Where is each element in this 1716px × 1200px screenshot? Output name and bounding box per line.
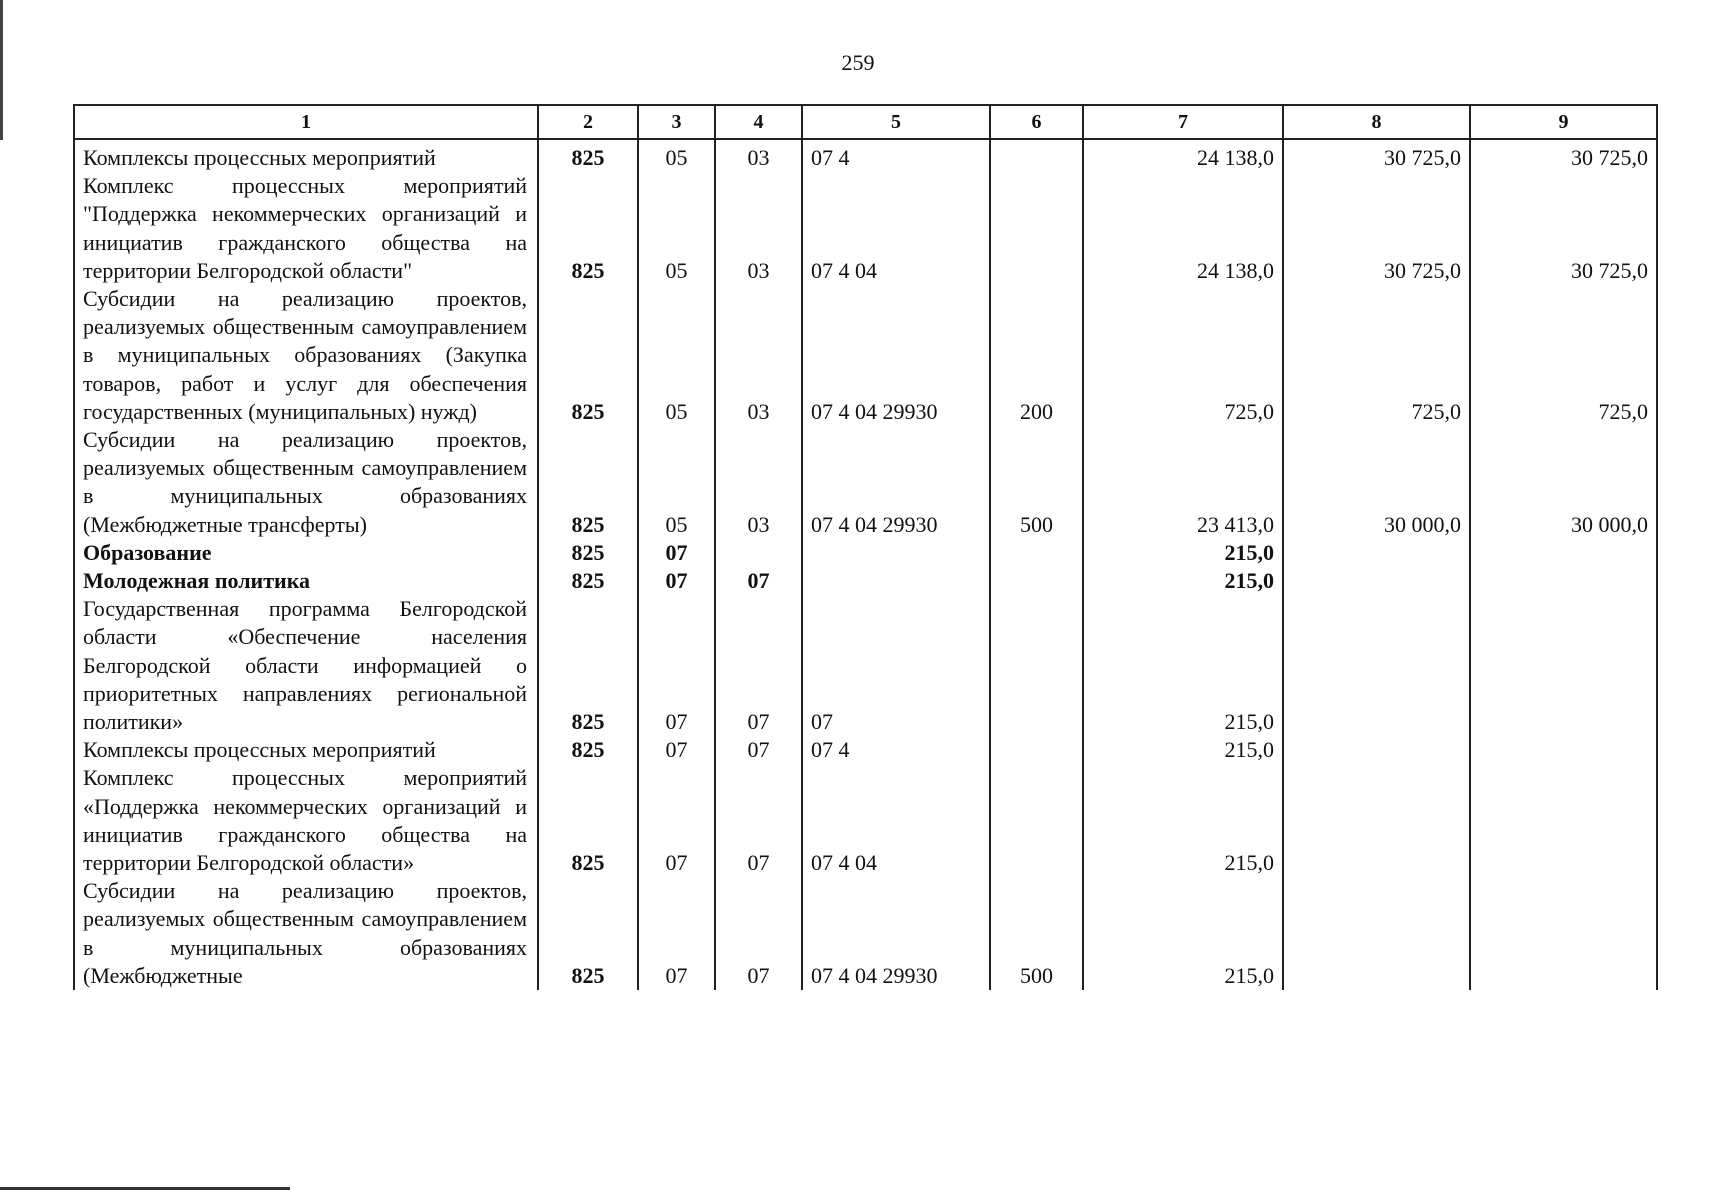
cell-expense-type xyxy=(990,736,1083,764)
cell-target-code xyxy=(802,567,990,595)
table-row xyxy=(74,539,1657,567)
cell-target-code: 07 xyxy=(802,595,990,736)
cell-subsection: 03 xyxy=(715,285,802,426)
cell-subsection: 07 xyxy=(715,736,802,764)
row-name: Комплексы процессных мероприятий xyxy=(74,139,538,172)
cell-amount-3 xyxy=(1470,877,1657,990)
cell-amount-3 xyxy=(1470,595,1657,736)
col-header: 4 xyxy=(715,105,802,139)
col-header: 6 xyxy=(990,105,1083,139)
cell-amount-2 xyxy=(1283,736,1470,764)
cell-section: 07 xyxy=(638,567,715,595)
cell-expense-type xyxy=(990,764,1083,877)
cell-subsection: 03 xyxy=(715,139,802,172)
cell-ministry-code: 825 xyxy=(538,539,638,567)
col-header: 5 xyxy=(802,105,990,139)
cell-amount-1: 215,0 xyxy=(1083,736,1283,764)
table-row xyxy=(74,736,1657,764)
cell-ministry-code: 825 xyxy=(538,567,638,595)
row-name: Субсидии на реализацию проектов, реализуемых общественным самоуправлением в муниципальных образованиях (Закупка товаров, работ и услуг для обеспечения государственных (муниципальных) нужд) xyxy=(74,285,538,426)
cell-amount-1: 24 138,0 xyxy=(1083,139,1283,172)
cell-subsection: 03 xyxy=(715,426,802,539)
cell-ministry-code: 825 xyxy=(538,426,638,539)
col-header: 9 xyxy=(1470,105,1657,139)
cell-amount-2: 725,0 xyxy=(1283,285,1470,426)
cell-section: 07 xyxy=(638,764,715,877)
cell-expense-type xyxy=(990,172,1083,285)
cell-amount-3 xyxy=(1470,539,1657,567)
cell-target-code: 07 4 xyxy=(802,139,990,172)
col-header: 3 xyxy=(638,105,715,139)
cell-expense-type xyxy=(990,567,1083,595)
cell-target-code xyxy=(802,539,990,567)
cell-amount-2 xyxy=(1283,539,1470,567)
cell-section: 05 xyxy=(638,139,715,172)
header-row xyxy=(74,105,1657,139)
cell-amount-2: 30 725,0 xyxy=(1283,172,1470,285)
cell-amount-2: 30 000,0 xyxy=(1283,426,1470,539)
cell-subsection: 07 xyxy=(715,764,802,877)
cell-amount-1: 24 138,0 xyxy=(1083,172,1283,285)
col-header: 8 xyxy=(1283,105,1470,139)
table-row xyxy=(74,567,1657,595)
cell-amount-1: 725,0 xyxy=(1083,285,1283,426)
scan-bottom-mark xyxy=(0,1187,290,1190)
cell-subsection: 03 xyxy=(715,172,802,285)
row-name: Государственная программа Белгородской области «Обеспечение населения Белгородской области информацией о приоритетных направлениях региональной политики» xyxy=(74,595,538,736)
cell-section: 07 xyxy=(638,736,715,764)
cell-target-code: 07 4 04 29930 xyxy=(802,285,990,426)
cell-amount-3: 30 000,0 xyxy=(1470,426,1657,539)
table-row xyxy=(74,426,1657,539)
cell-amount-1: 215,0 xyxy=(1083,764,1283,877)
cell-amount-3: 725,0 xyxy=(1470,285,1657,426)
cell-amount-2 xyxy=(1283,877,1470,990)
row-name: Субсидии на реализацию проектов, реализуемых общественным самоуправлением в муниципальных образованиях (Межбюджетные xyxy=(74,877,538,990)
col-header: 1 xyxy=(74,105,538,139)
table-row xyxy=(74,877,1657,990)
cell-target-code: 07 4 04 xyxy=(802,764,990,877)
cell-amount-1: 215,0 xyxy=(1083,877,1283,990)
cell-amount-3: 30 725,0 xyxy=(1470,139,1657,172)
row-name: Образование xyxy=(74,539,538,567)
cell-target-code: 07 4 04 29930 xyxy=(802,426,990,539)
cell-amount-1: 215,0 xyxy=(1083,539,1283,567)
cell-section: 07 xyxy=(638,595,715,736)
cell-amount-2: 30 725,0 xyxy=(1283,139,1470,172)
cell-amount-2 xyxy=(1283,595,1470,736)
cell-section: 07 xyxy=(638,539,715,567)
cell-amount-2 xyxy=(1283,764,1470,877)
col-header: 2 xyxy=(538,105,638,139)
cell-amount-3: 30 725,0 xyxy=(1470,172,1657,285)
cell-subsection xyxy=(715,539,802,567)
row-name: Комплекс процессных мероприятий «Поддержка некоммерческих организаций и инициатив гражданского общества на территории Белгородской области» xyxy=(74,764,538,877)
row-name: Комплекс процессных мероприятий "Поддержка некоммерческих организаций и инициатив гражданского общества на территории Белгородской области" xyxy=(74,172,538,285)
cell-expense-type xyxy=(990,539,1083,567)
cell-amount-3 xyxy=(1470,567,1657,595)
cell-ministry-code: 825 xyxy=(538,172,638,285)
cell-ministry-code: 825 xyxy=(538,139,638,172)
cell-amount-2 xyxy=(1283,567,1470,595)
row-name: Комплексы процессных мероприятий xyxy=(74,736,538,764)
col-header: 7 xyxy=(1083,105,1283,139)
page-number: 259 xyxy=(841,50,875,75)
cell-expense-type xyxy=(990,139,1083,172)
row-name: Молодежная политика xyxy=(74,567,538,595)
row-name: Субсидии на реализацию проектов, реализуемых общественным самоуправлением в муниципальных образованиях (Межбюджетные трансферты) xyxy=(74,426,538,539)
cell-amount-3 xyxy=(1470,736,1657,764)
cell-amount-1: 215,0 xyxy=(1083,567,1283,595)
cell-section: 05 xyxy=(638,172,715,285)
cell-subsection: 07 xyxy=(715,567,802,595)
table-row xyxy=(74,285,1657,426)
table-row xyxy=(74,172,1657,285)
cell-section: 05 xyxy=(638,426,715,539)
cell-ministry-code: 825 xyxy=(538,877,638,990)
table-row xyxy=(74,764,1657,877)
cell-expense-type: 200 xyxy=(990,285,1083,426)
cell-subsection: 07 xyxy=(715,595,802,736)
cell-section: 05 xyxy=(638,285,715,426)
cell-amount-1: 215,0 xyxy=(1083,595,1283,736)
cell-expense-type xyxy=(990,595,1083,736)
cell-ministry-code: 825 xyxy=(538,595,638,736)
cell-subsection: 07 xyxy=(715,877,802,990)
cell-target-code: 07 4 04 29930 xyxy=(802,877,990,990)
table-row xyxy=(74,595,1657,736)
cell-ministry-code: 825 xyxy=(538,736,638,764)
cell-target-code: 07 4 04 xyxy=(802,172,990,285)
cell-expense-type: 500 xyxy=(990,426,1083,539)
cell-amount-3 xyxy=(1470,764,1657,877)
cell-amount-1: 23 413,0 xyxy=(1083,426,1283,539)
cell-expense-type: 500 xyxy=(990,877,1083,990)
cell-section: 07 xyxy=(638,877,715,990)
cell-ministry-code: 825 xyxy=(538,285,638,426)
cell-target-code: 07 4 xyxy=(802,736,990,764)
table-row xyxy=(74,139,1657,172)
cell-ministry-code: 825 xyxy=(538,764,638,877)
budget-table xyxy=(73,104,1658,990)
